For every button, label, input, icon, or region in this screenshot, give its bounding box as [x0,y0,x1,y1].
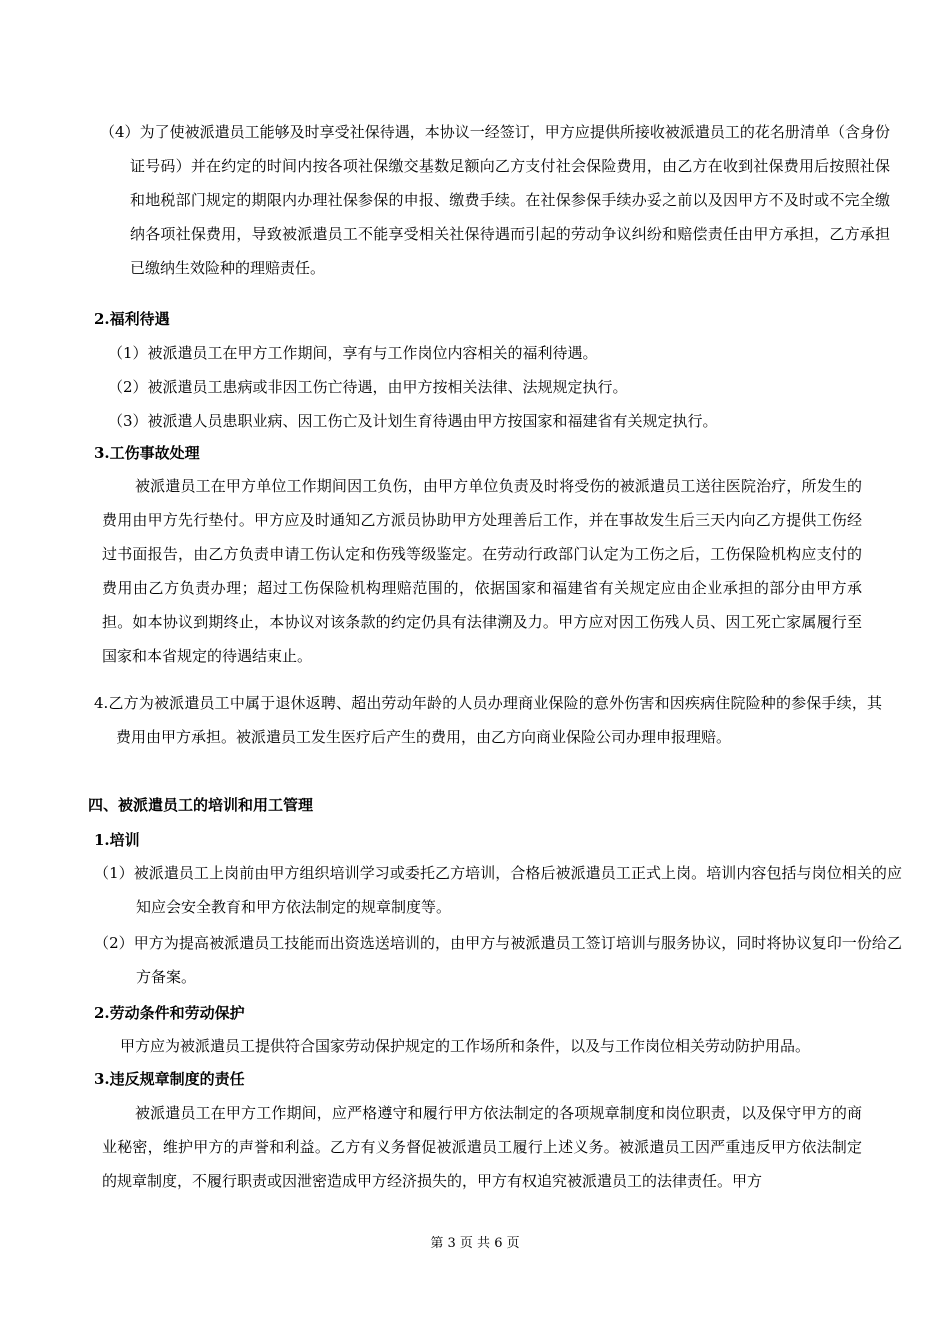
violation-body: 被派遣员工在甲方工作期间，应严格遵守和履行甲方依法制定的各项规章制度和岗位职责，以及保守甲方的商业秘密，维护甲方的声誉和利益。乙方有义务督促被派遣员工履行上述义务。被派遣员工因严重违反甲方依法制定的规章制度，不履行职责或因泄密造成甲方经济损失的，甲方有权追究被派遣员工的法律责任。甲方 [102,1104,862,1190]
labor-conditions-heading: 2.劳动条件和劳动保护 [94,1004,245,1022]
training-heading: 1.培训 [94,831,140,849]
commercial-insurance-item-4: 4.乙方为被派遣员工中属于退休返聘、超出劳动年龄的人员办理商业保险的意外伤害和因疾病住院险种的参保手续，其费用由甲方承担。被派遣员工发生医疗后产生的费用，由乙方向商业保险公司办理申报理赔。 [94,694,882,746]
labor-conditions-body: 甲方应为被派遣员工提供符合国家劳动保护规定的工作场所和条件，以及与工作岗位相关劳动防护用品。 [120,1037,811,1055]
training-item-1: （1）被派遣员工上岗前由甲方组织培训学习或委托乙方培训，合格后被派遣员工正式上岗。培训内容包括与岗位相关的应知应会安全教育和甲方依法制定的规章制度等。 [94,864,902,916]
injury-heading: 3.工伤事故处理 [94,444,200,462]
welfare-item-2: （2）被派遣员工患病或非因工伤亡待遇，由甲方按相关法律、法规规定执行。 [108,378,628,396]
page-number-footer: 第 3 页 共 6 页 [430,1236,520,1251]
section-4-title: 四、被派遣员工的培训和用工管理 [88,796,314,814]
welfare-item-3: （3）被派遣人员患职业病、因工伤亡及计划生育待遇由甲方按国家和福建省有关规定执行。 [108,412,718,430]
violation-heading: 3.违反规章制度的责任 [94,1070,245,1088]
welfare-item-1: （1）被派遣员工在甲方工作期间，享有与工作岗位内容相关的福利待遇。 [108,344,598,362]
welfare-heading: 2.福利待遇 [94,310,170,328]
training-item-2: （2）甲方为提高被派遣员工技能而出资选送培训的，由甲方与被派遣员工签订培训与服务协议，同时将协议复印一份给乙方备案。 [94,934,902,986]
injury-body: 被派遣员工在甲方单位工作期间因工负伤，由甲方单位负责及时将受伤的被派遣员工送往医院治疗，所发生的费用由甲方先行垫付。甲方应及时通知乙方派员协助甲方处理善后工作，并在事故发生后三天内向乙方提供工伤经过书面报告，由乙方负责申请工伤认定和伤残等级鉴定。在劳动行政部门认定为工伤之后，工伤保险机构应支付的费用由乙方负责办理；超过工伤保险机构理赔范围的，依据国家和福建省有关规定应由企业承担的部分由甲方承担。如本协议到期终止，本协议对该条款的约定仍具有法律溯及力。甲方应对因工伤残人员、因工死亡家属履行至国家和本省规定的待遇结束止。 [102,477,862,665]
social-insurance-item-4: （4）为了使被派遣员工能够及时享受社保待遇，本协议一经签订，甲方应提供所接收被派遣员工的花名册清单（含身份证号码）并在约定的时间内按各项社保缴交基数足额向乙方支付社会保险费用，由乙方在收到社保费用后按照社保和地税部门规定的期限内办理社保参保的申报、缴费手续。在社保参保手续办妥之前以及因甲方不及时或不完全缴纳各项社保费用，导致被派遣员工不能享受相关社保待遇而引起的劳动争议纠纷和赔偿责任由甲方承担，乙方承担已缴纳生效险种的理赔责任。 [100,123,890,277]
